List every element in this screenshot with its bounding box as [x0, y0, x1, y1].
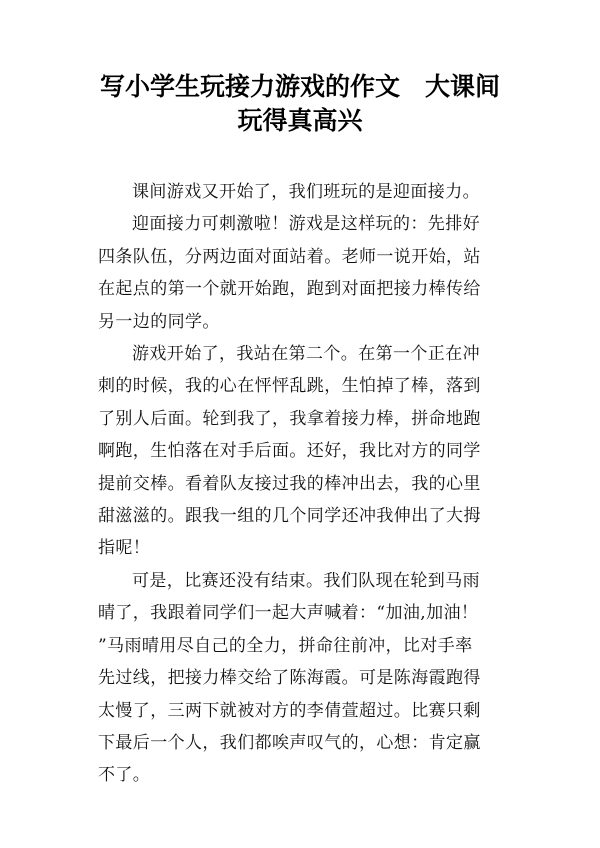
paragraph-line: 游戏开始了，我站在第二个。在第一个正在冲: [132, 344, 480, 365]
paragraph-line: 迎面接力可刺激啦！游戏是这样玩的：先排好: [132, 214, 480, 235]
paragraph-1: [98, 176, 503, 208]
paragraph-line: 晴了，我跟着同学们一起大声喊着：“加油,加油！: [98, 603, 479, 624]
paragraph-line: 了别人后面。轮到我了，我拿着接力棒，拼命地跑: [98, 408, 481, 429]
paragraph-line: 啊跑，生怕落在对手后面。还好，我比对方的同学: [98, 441, 481, 462]
title-line-2: 玩得真高兴: [237, 106, 363, 135]
paragraph-line: 可是，比赛还没有结束。我们队现在轮到马雨: [132, 570, 480, 591]
paragraph-line: 四条队伍，分两边面对面站着。老师一说开始，站: [98, 246, 481, 267]
paragraph-line: 在起点的第一个就开始跑，跑到对面把接力棒传给: [98, 279, 481, 300]
paragraph-line: 不了。: [98, 765, 151, 786]
paragraph-line: 另一边的同学。: [98, 311, 220, 332]
paragraph-line: ”马雨晴用尽自己的全力，拼命往前冲，比对手率: [98, 635, 473, 656]
document-title: [90, 70, 510, 138]
paragraph-3: [98, 338, 503, 565]
paragraph-line: 下最后一个人，我们都唉声叹气的，心想：肯定赢: [98, 732, 481, 753]
paragraph-line: 刺的时候，我的心在怦怦乱跳，生怕掉了棒，落到: [98, 376, 481, 397]
paragraph-4: [98, 565, 503, 792]
paragraph-line: 甜滋滋的。跟我一组的几个同学还冲我伸出了大拇: [98, 506, 481, 527]
paragraph-2: [98, 208, 503, 338]
paragraph-line: 提前交棒。看着队友接过我的棒冲出去，我的心里: [98, 473, 481, 494]
paragraph-line: 指呢！: [98, 538, 151, 559]
title-line-1: 写小学生玩接力游戏的作文 大课间: [99, 72, 500, 101]
paragraph-line: 太慢了，三两下就被对方的李倩萱超过。比赛只剩: [98, 700, 481, 721]
paragraph-line: 先过线，把接力棒交给了陈海霞。可是陈海霞跑得: [98, 668, 481, 689]
paragraph-line: 课间游戏又开始了，我们班玩的是迎面接力。: [132, 182, 480, 202]
article-body: [98, 176, 503, 792]
